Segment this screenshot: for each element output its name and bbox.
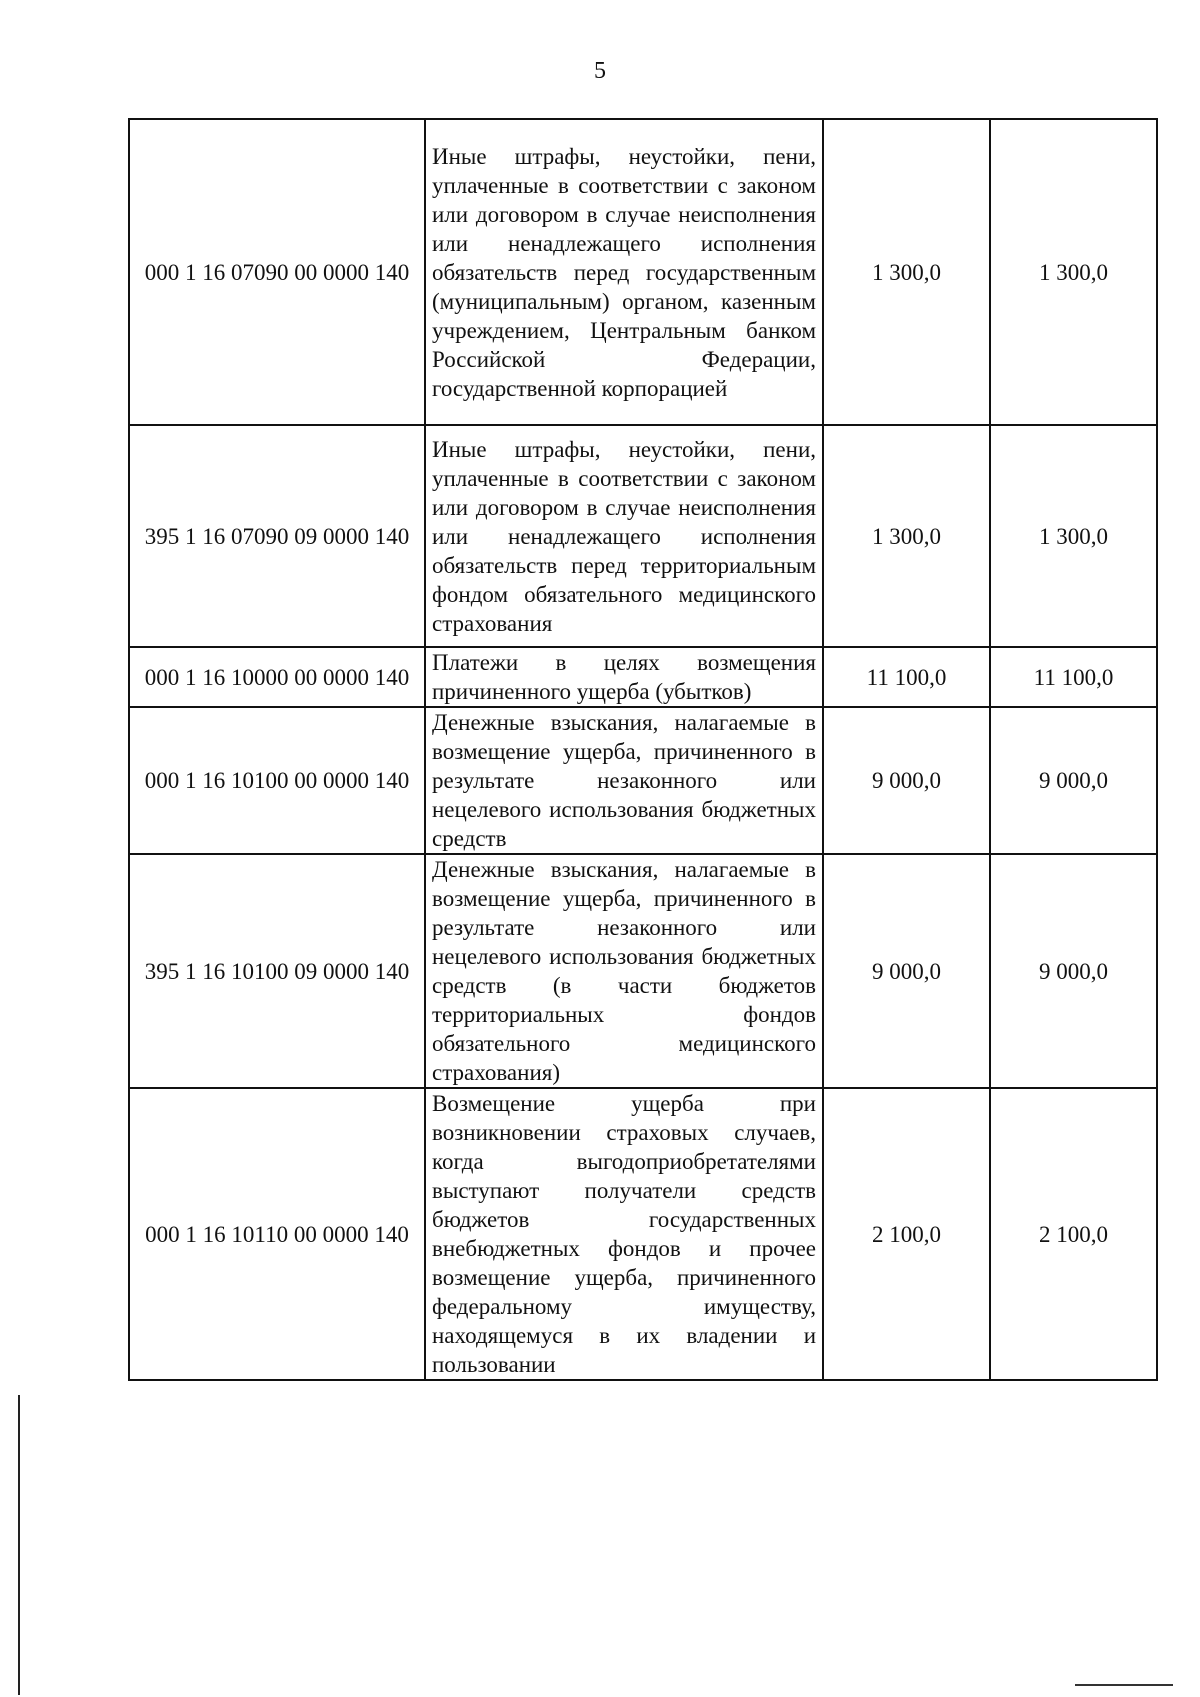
- table-row: [129, 425, 1157, 647]
- budget-code-cell: 395 1 16 07090 09 0000 140: [129, 425, 425, 647]
- budget-table: [128, 118, 1158, 1381]
- amount-cell-2: 9 000,0: [990, 854, 1157, 1088]
- scan-edge-mark: [18, 1395, 20, 1695]
- page-number: 5: [594, 58, 606, 84]
- amount-cell-1: 1 300,0: [823, 119, 990, 425]
- amount-cell-2: 1 300,0: [990, 425, 1157, 647]
- amount-cell-2: 1 300,0: [990, 119, 1157, 425]
- budget-code-cell: 000 1 16 07090 00 0000 140: [129, 119, 425, 425]
- amount-cell-1: 9 000,0: [823, 854, 990, 1088]
- amount-cell-1: 1 300,0: [823, 425, 990, 647]
- budget-code-cell: 395 1 16 10100 09 0000 140: [129, 854, 425, 1088]
- amount-cell-2: 2 100,0: [990, 1088, 1157, 1380]
- amount-cell-1: 11 100,0: [823, 647, 990, 707]
- budget-code-cell: 000 1 16 10000 00 0000 140: [129, 647, 425, 707]
- table-row: [129, 1088, 1157, 1380]
- description-cell: Возмещение ущерба при возникновении страховых случаев, когда выгодоприобретателями выступают получатели средств бюджетов государственных внебюджетных фондов и прочее возмещение ущерба, причиненного федеральному имуществу, находящемуся в их владении и пользовании: [425, 1088, 823, 1380]
- amount-cell-1: 9 000,0: [823, 707, 990, 854]
- amount-cell-1: 2 100,0: [823, 1088, 990, 1380]
- table-row: [129, 707, 1157, 854]
- amount-cell-2: 9 000,0: [990, 707, 1157, 854]
- description-cell: Денежные взыскания, налагаемые в возмещение ущерба, причиненного в результате незаконного или нецелевого использования бюджетных средств (в части бюджетов территориальных фондов обязательного медицинского страхования): [425, 854, 823, 1088]
- description-cell: Денежные взыскания, налагаемые в возмещение ущерба, причиненного в результате незаконного или нецелевого использования бюджетных средств: [425, 707, 823, 854]
- budget-code-cell: 000 1 16 10100 00 0000 140: [129, 707, 425, 854]
- table-row: [129, 119, 1157, 425]
- budget-code-cell: 000 1 16 10110 00 0000 140: [129, 1088, 425, 1380]
- description-cell: Иные штрафы, неустойки, пени, уплаченные в соответствии с законом или договором в случае неисполнения или ненадлежащего исполнения обязательств перед территориальным фондом обязательного медицинского страхования: [425, 425, 823, 647]
- table-row: [129, 854, 1157, 1088]
- scan-edge-mark: [1075, 1684, 1173, 1686]
- amount-cell-2: 11 100,0: [990, 647, 1157, 707]
- description-cell: Платежи в целях возмещения причиненного ущерба (убытков): [425, 647, 823, 707]
- table-row: [129, 647, 1157, 707]
- description-cell: Иные штрафы, неустойки, пени, уплаченные в соответствии с законом или договором в случае неисполнения или ненадлежащего исполнения обязательств перед государственным (муниципальным) органом, казенным учреждением, Центральным банком Российской Федерации, государственной корпорацией: [425, 119, 823, 425]
